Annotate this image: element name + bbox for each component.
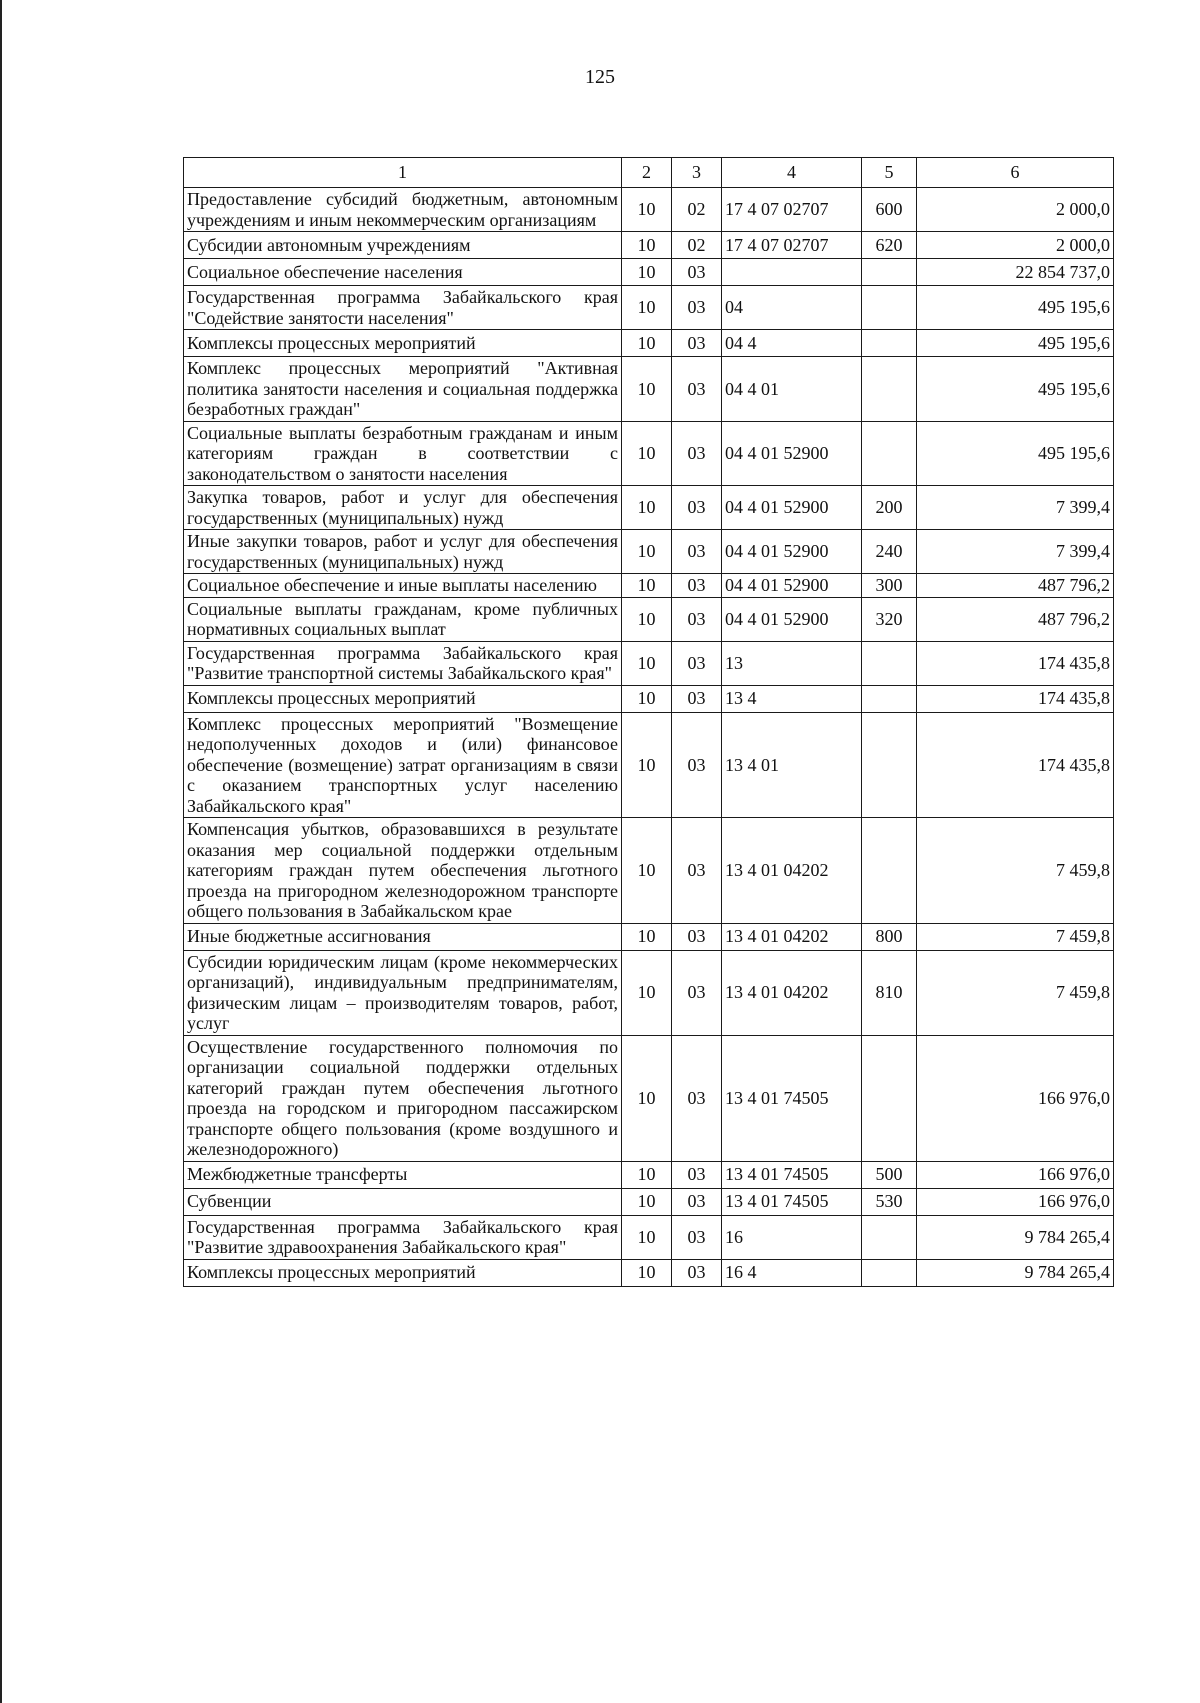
row-subsection-cell: 03 [672, 818, 722, 924]
row-subsection-cell: 03 [672, 685, 722, 712]
row-expense-type-cell: 200 [862, 486, 917, 530]
table-row [184, 357, 1114, 422]
row-section-cell: 10 [622, 188, 672, 232]
header-col-target-code: 4 [722, 158, 862, 188]
row-section-cell: 10 [622, 950, 672, 1035]
header-col-amount: 6 [917, 158, 1114, 188]
row-subsection-cell: 03 [672, 574, 722, 598]
row-subsection-cell: 03 [672, 597, 722, 641]
row-expense-type-cell [862, 286, 917, 330]
row-amount-cell: 495 195,6 [917, 330, 1114, 357]
table-row [184, 1035, 1114, 1161]
header-row [184, 158, 1114, 188]
row-name-cell: Социальные выплаты безработным гражданам и иным категориям граждан в соответствии с законодательством о занятости населения [184, 421, 622, 486]
row-expense-type-cell [862, 1035, 917, 1161]
row-section-cell: 10 [622, 685, 672, 712]
table-row [184, 818, 1114, 924]
header-col-subsection: 3 [672, 158, 722, 188]
row-target-code-cell: 13 4 01 04202 [722, 950, 862, 1035]
table-row [184, 486, 1114, 530]
row-subsection-cell: 02 [672, 232, 722, 259]
table-row [184, 950, 1114, 1035]
row-name-cell: Субсидии юридическим лицам (кроме некоммерческих организаций), индивидуальным предпринимателям, физическим лицам – производителям товаров, работ, услуг [184, 950, 622, 1035]
row-name-cell: Субвенции [184, 1188, 622, 1215]
row-section-cell: 10 [622, 357, 672, 422]
row-amount-cell: 174 435,8 [917, 641, 1114, 685]
row-expense-type-cell [862, 1215, 917, 1259]
row-amount-cell: 7 399,4 [917, 486, 1114, 530]
row-expense-type-cell [862, 712, 917, 818]
row-amount-cell: 166 976,0 [917, 1035, 1114, 1161]
table-row [184, 923, 1114, 950]
row-target-code-cell: 04 4 01 52900 [722, 597, 862, 641]
row-subsection-cell: 03 [672, 286, 722, 330]
header-col-expense-type: 5 [862, 158, 917, 188]
row-expense-type-cell [862, 357, 917, 422]
row-amount-cell: 495 195,6 [917, 357, 1114, 422]
row-name-cell: Государственная программа Забайкальского края "Развитие здравоохранения Забайкальского края" [184, 1215, 622, 1259]
row-subsection-cell: 03 [672, 486, 722, 530]
table-row [184, 259, 1114, 286]
row-name-cell: Государственная программа Забайкальского края "Содействие занятости населения" [184, 286, 622, 330]
row-amount-cell: 7 459,8 [917, 818, 1114, 924]
header-col-section: 2 [622, 158, 672, 188]
table-row [184, 1188, 1114, 1215]
row-subsection-cell: 03 [672, 712, 722, 818]
row-amount-cell: 174 435,8 [917, 685, 1114, 712]
table-row [184, 597, 1114, 641]
table-row [184, 421, 1114, 486]
row-expense-type-cell [862, 1259, 917, 1286]
row-name-cell: Комплексы процессных мероприятий [184, 330, 622, 357]
row-section-cell: 10 [622, 1259, 672, 1286]
row-amount-cell: 495 195,6 [917, 421, 1114, 486]
row-expense-type-cell: 600 [862, 188, 917, 232]
table-row [184, 232, 1114, 259]
row-target-code-cell: 04 [722, 286, 862, 330]
row-name-cell: Предоставление субсидий бюджетным, автономным учреждениям и иным некоммерческим организациям [184, 188, 622, 232]
row-expense-type-cell [862, 818, 917, 924]
row-target-code-cell: 04 4 01 52900 [722, 486, 862, 530]
table-row [184, 286, 1114, 330]
row-name-cell: Комплексы процессных мероприятий [184, 1259, 622, 1286]
row-target-code-cell: 13 4 01 74505 [722, 1161, 862, 1188]
row-subsection-cell: 03 [672, 1259, 722, 1286]
row-subsection-cell: 03 [672, 330, 722, 357]
row-section-cell: 10 [622, 818, 672, 924]
row-subsection-cell: 02 [672, 188, 722, 232]
row-section-cell: 10 [622, 1188, 672, 1215]
row-expense-type-cell: 810 [862, 950, 917, 1035]
row-section-cell: 10 [622, 1215, 672, 1259]
row-amount-cell: 7 459,8 [917, 950, 1114, 1035]
row-name-cell: Закупка товаров, работ и услуг для обеспечения государственных (муниципальных) нужд [184, 486, 622, 530]
table-row [184, 685, 1114, 712]
row-section-cell: 10 [622, 486, 672, 530]
row-target-code-cell: 04 4 01 52900 [722, 421, 862, 486]
row-name-cell: Иные бюджетные ассигнования [184, 923, 622, 950]
row-amount-cell: 2 000,0 [917, 188, 1114, 232]
row-subsection-cell: 03 [672, 950, 722, 1035]
row-amount-cell: 9 784 265,4 [917, 1259, 1114, 1286]
row-subsection-cell: 03 [672, 923, 722, 950]
row-amount-cell: 7 459,8 [917, 923, 1114, 950]
row-subsection-cell: 03 [672, 641, 722, 685]
row-target-code-cell: 17 4 07 02707 [722, 188, 862, 232]
row-name-cell: Социальные выплаты гражданам, кроме публичных нормативных социальных выплат [184, 597, 622, 641]
row-section-cell: 10 [622, 421, 672, 486]
row-name-cell: Комплекс процессных мероприятий "Возмещение недополученных доходов и (или) финансовое обеспечение (возмещение) затрат организациям в связи с оказанием транспортных услуг населению Забайкальского края" [184, 712, 622, 818]
row-target-code-cell: 16 4 [722, 1259, 862, 1286]
row-section-cell: 10 [622, 1035, 672, 1161]
row-expense-type-cell [862, 641, 917, 685]
row-target-code-cell: 13 [722, 641, 862, 685]
row-expense-type-cell: 500 [862, 1161, 917, 1188]
row-target-code-cell: 13 4 01 04202 [722, 818, 862, 924]
row-target-code-cell: 16 [722, 1215, 862, 1259]
row-subsection-cell: 03 [672, 259, 722, 286]
row-expense-type-cell: 240 [862, 530, 917, 574]
row-section-cell: 10 [622, 641, 672, 685]
row-subsection-cell: 03 [672, 357, 722, 422]
row-amount-cell: 166 976,0 [917, 1161, 1114, 1188]
row-subsection-cell: 03 [672, 421, 722, 486]
row-target-code-cell: 04 4 01 52900 [722, 530, 862, 574]
row-target-code-cell: 04 4 01 [722, 357, 862, 422]
row-section-cell: 10 [622, 286, 672, 330]
header-col-name: 1 [184, 158, 622, 188]
row-name-cell: Комплекс процессных мероприятий "Активная политика занятости населения и социальная поддержка безработных граждан" [184, 357, 622, 422]
row-subsection-cell: 03 [672, 1161, 722, 1188]
row-section-cell: 10 [622, 712, 672, 818]
row-section-cell: 10 [622, 530, 672, 574]
row-amount-cell: 495 195,6 [917, 286, 1114, 330]
row-amount-cell: 166 976,0 [917, 1188, 1114, 1215]
row-name-cell: Государственная программа Забайкальского края "Развитие транспортной системы Забайкальского края" [184, 641, 622, 685]
table-row [184, 188, 1114, 232]
row-name-cell: Межбюджетные трансферты [184, 1161, 622, 1188]
row-section-cell: 10 [622, 574, 672, 598]
row-name-cell: Компенсация убытков, образовавшихся в результате оказания мер социальной поддержки отдельным категориям граждан путем обеспечения льготного проезда на пригородном железнодорожном транспорте общего пользования в Забайкальском крае [184, 818, 622, 924]
row-amount-cell: 9 784 265,4 [917, 1215, 1114, 1259]
row-subsection-cell: 03 [672, 1215, 722, 1259]
row-target-code-cell: 04 4 01 52900 [722, 574, 862, 598]
row-target-code-cell: 13 4 01 [722, 712, 862, 818]
row-name-cell: Социальное обеспечение населения [184, 259, 622, 286]
row-subsection-cell: 03 [672, 1188, 722, 1215]
table-row [184, 574, 1114, 598]
table-row [184, 712, 1114, 818]
page-number: 125 [585, 66, 615, 88]
row-target-code-cell [722, 259, 862, 286]
row-target-code-cell: 13 4 01 74505 [722, 1035, 862, 1161]
table-row [184, 1259, 1114, 1286]
row-name-cell: Комплексы процессных мероприятий [184, 685, 622, 712]
table-row [184, 1215, 1114, 1259]
row-target-code-cell: 13 4 01 04202 [722, 923, 862, 950]
table-body [184, 188, 1114, 1287]
row-subsection-cell: 03 [672, 530, 722, 574]
row-target-code-cell: 13 4 [722, 685, 862, 712]
row-target-code-cell: 17 4 07 02707 [722, 232, 862, 259]
row-amount-cell: 7 399,4 [917, 530, 1114, 574]
row-name-cell: Субсидии автономным учреждениям [184, 232, 622, 259]
row-amount-cell: 174 435,8 [917, 712, 1114, 818]
table-header [184, 158, 1114, 188]
row-target-code-cell: 13 4 01 74505 [722, 1188, 862, 1215]
row-amount-cell: 22 854 737,0 [917, 259, 1114, 286]
budget-table [183, 157, 1114, 1287]
row-expense-type-cell: 800 [862, 923, 917, 950]
row-name-cell: Социальное обеспечение и иные выплаты населению [184, 574, 622, 598]
row-subsection-cell: 03 [672, 1035, 722, 1161]
row-section-cell: 10 [622, 259, 672, 286]
table-row [184, 330, 1114, 357]
row-section-cell: 10 [622, 923, 672, 950]
row-expense-type-cell [862, 259, 917, 286]
row-expense-type-cell [862, 685, 917, 712]
row-expense-type-cell [862, 330, 917, 357]
row-amount-cell: 2 000,0 [917, 232, 1114, 259]
row-section-cell: 10 [622, 330, 672, 357]
table-row [184, 530, 1114, 574]
row-target-code-cell: 04 4 [722, 330, 862, 357]
row-expense-type-cell: 620 [862, 232, 917, 259]
row-expense-type-cell [862, 421, 917, 486]
row-expense-type-cell: 320 [862, 597, 917, 641]
row-section-cell: 10 [622, 232, 672, 259]
row-amount-cell: 487 796,2 [917, 597, 1114, 641]
row-amount-cell: 487 796,2 [917, 574, 1114, 598]
row-name-cell: Иные закупки товаров, работ и услуг для обеспечения государственных (муниципальных) нужд [184, 530, 622, 574]
row-name-cell: Осуществление государственного полномочия по организации социальной поддержки отдельных категорий граждан путем обеспечения льготного проезда на городском и пригородном пассажирском транспорте общего пользования (кроме воздушного и железнодорожного) [184, 1035, 622, 1161]
row-expense-type-cell: 300 [862, 574, 917, 598]
table-row [184, 1161, 1114, 1188]
table-row [184, 641, 1114, 685]
row-section-cell: 10 [622, 1161, 672, 1188]
row-section-cell: 10 [622, 597, 672, 641]
row-expense-type-cell: 530 [862, 1188, 917, 1215]
scan-edge-line [0, 0, 2, 1703]
